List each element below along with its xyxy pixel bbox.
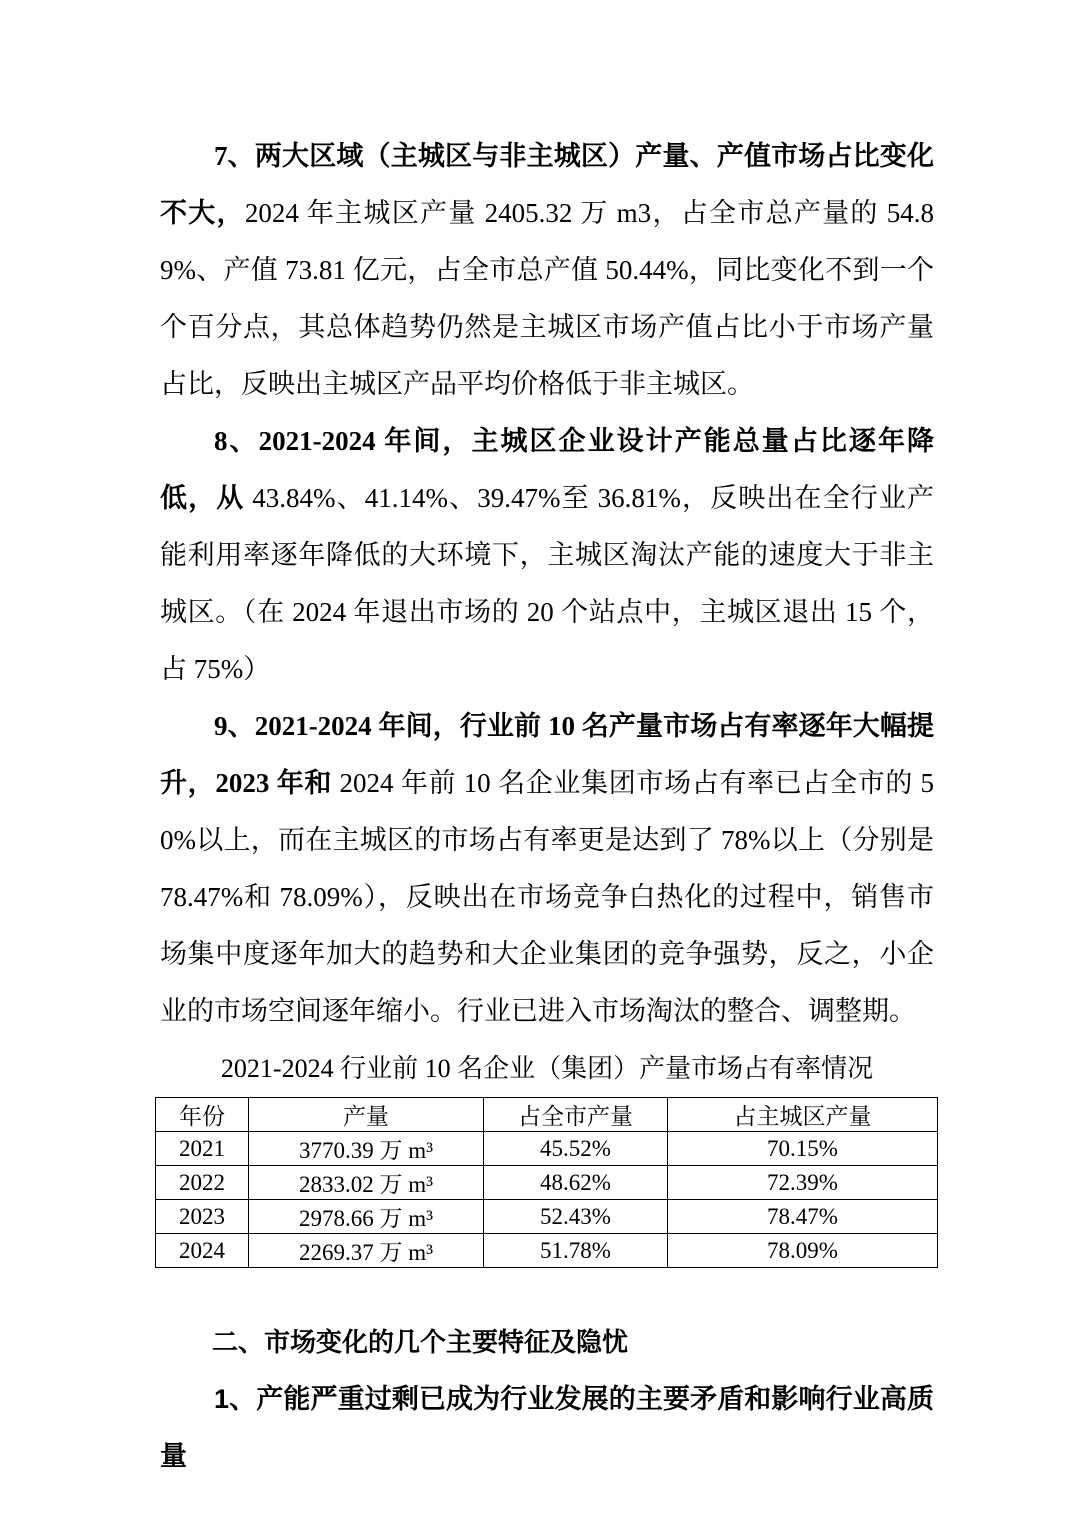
paragraph-7-lead: 7、两大区域（主城区与非主城区）产量、产值市场占比变化不大，: [160, 141, 934, 228]
table-cell: 2833.02 万 m³: [249, 1166, 484, 1200]
table-cell: 3770.39 万 m³: [249, 1132, 484, 1166]
table-cell: 72.39%: [668, 1166, 938, 1200]
table-header-year: 年份: [156, 1098, 249, 1132]
paragraph-9-text: 2024 年前 10 名企业集团市场占有率已占全市的 50%以上，而在主城区的市场占有率更是达到了 78%以上（分别是 78.47%和 78.09%），反映出在市场竞争白热化的过程中，销售市场集中度逐年加大的趋势和大企业集团的竞争强势，反之，小企业的市场空间逐年缩小。行业已进入市场淘汰的整合、调整期。: [160, 768, 935, 1026]
paragraph-7-text: 2024 年主城区产量 2405.32 万 m3，占全市总产量的 54.89%、产值 73.81 亿元，占全市总产值 50.44%，同比变化不到一个个百分点，其总体趋势仍然是主城区市场产值占比小于市场产量占比，反映出主城区产品平均价格低于非主城区。: [160, 198, 934, 399]
table-cell: 2023: [156, 1200, 249, 1234]
table-cell: 2022: [156, 1166, 249, 1200]
paragraph-9: [160, 698, 934, 1040]
document-content: [160, 128, 934, 1485]
table-cell: 45.52%: [484, 1132, 668, 1166]
table-header-row: [156, 1098, 938, 1132]
table-cell: 2021: [156, 1132, 249, 1166]
table-row-2021: [156, 1132, 938, 1166]
table-title: 2021-2024 行业前 10 名企业（集团）产量市场占有率情况: [220, 1054, 874, 1083]
table-row-2023: [156, 1200, 938, 1234]
table-cell: 52.43%: [484, 1200, 668, 1234]
table-row-2024: [156, 1234, 938, 1268]
table-cell: 48.62%: [484, 1166, 668, 1200]
table-header-city-share: 占全市产量: [484, 1098, 668, 1132]
paragraph-7: [160, 128, 934, 413]
subsection-heading: 1、产能严重过剩已成为行业发展的主要矛盾和影响行业高质量: [160, 1384, 934, 1471]
paragraph-8-lead: 8、2021-2024 年间，主城区企业设计产能总量占比逐年降低，从: [160, 426, 934, 513]
paragraph-9-lead: 9、2021-2024 年间，行业前 10 名产量市场占有率逐年大幅提升，2023 年和: [160, 711, 934, 798]
table-header-maincity-share: 占主城区产量: [668, 1098, 938, 1132]
table-row-2022: [156, 1166, 938, 1200]
market-share-table: [155, 1097, 938, 1268]
table-cell: 51.78%: [484, 1234, 668, 1268]
table-cell: 78.09%: [668, 1234, 938, 1268]
paragraph-8: [160, 413, 934, 698]
paragraph-8-text: 43.84%、41.14%、39.47%至 36.81%，反映出在全行业产能利用率逐年降低的大环境下，主城区淘汰产能的速度大于非主城区。（在 2024 年退出市场的 20 个站点中，主城区退出 15 个，占 75%）: [160, 483, 935, 684]
section-heading: 二、市场变化的几个主要特征及隐忧: [212, 1327, 629, 1357]
table-cell: 2978.66 万 m³: [249, 1200, 484, 1234]
table-header-output: 产量: [249, 1098, 484, 1132]
table-cell: 2269.37 万 m³: [249, 1234, 484, 1268]
table-cell: 70.15%: [668, 1132, 938, 1166]
table-cell: 2024: [156, 1234, 249, 1268]
table-cell: 78.47%: [668, 1200, 938, 1234]
